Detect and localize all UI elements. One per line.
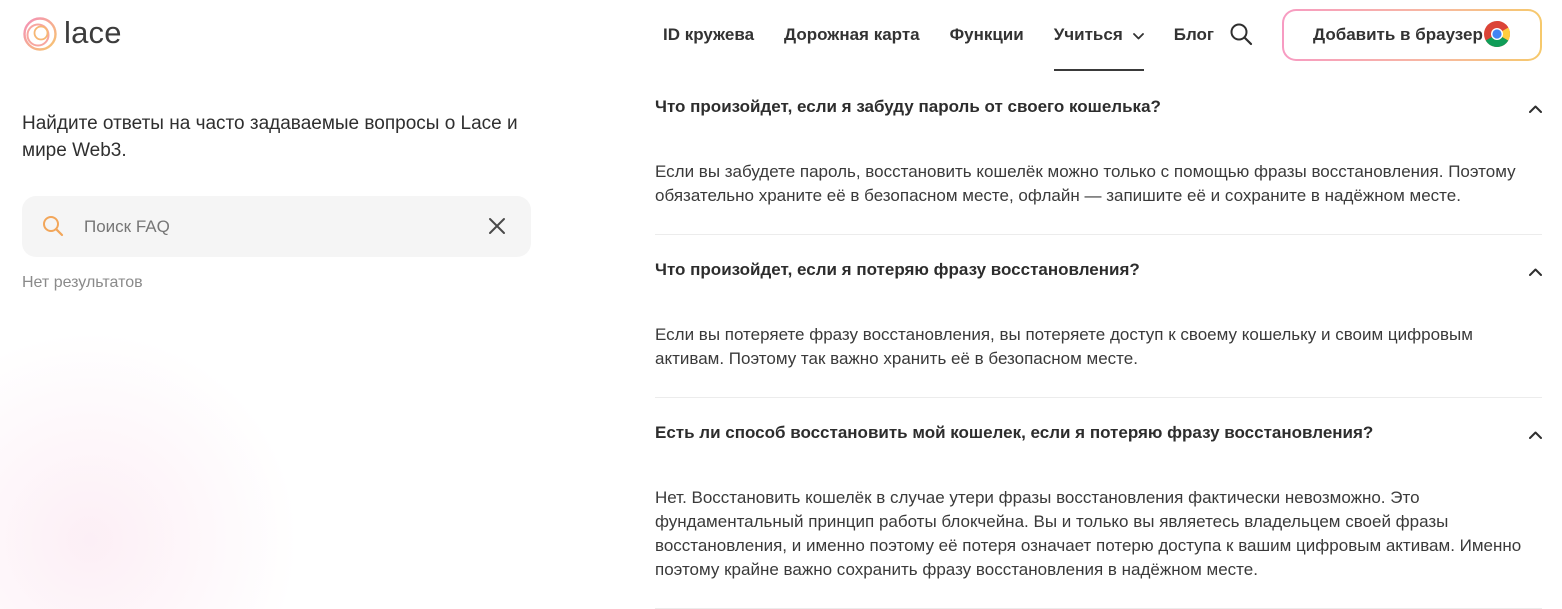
header-search-button[interactable] <box>1229 22 1253 46</box>
nav-item-blog[interactable] <box>1174 0 1214 70</box>
logo[interactable] <box>22 16 122 52</box>
faq-item <box>655 398 1542 609</box>
faq-answer: Если вы потеряете фразу восстановления, вы потеряете доступ к своему кошельку и своим цифровым активам. Поэтому так важно хранить её в безопасном месте. <box>655 325 1473 368</box>
chevron-up-icon[interactable] <box>1529 424 1542 444</box>
lace-logo-icon <box>22 16 58 52</box>
faq-question[interactable] <box>655 72 1542 142</box>
nav-item-roadmap[interactable] <box>784 0 920 70</box>
faq-answer: Нет. Восстановить кошелёк в случае утери фразы восстановления фактически невозможно. Это фундаментальный принцип работы блокчейна. Вы и только вы являетесь владельцем своей фразы восстановления, и именно поэтому её потеря означает потерю доступа к вашим цифровым активам. Именно поэтому крайне важно сохранить фразу восстановления в надёжном месте. <box>655 488 1522 579</box>
faq-question[interactable] <box>655 235 1542 305</box>
no-results-text: Нет результатов <box>22 274 143 291</box>
nav-item-label: ID кружева <box>663 25 755 44</box>
chevron-up-icon[interactable] <box>1529 261 1542 281</box>
faq-question[interactable] <box>655 398 1542 468</box>
chevron-down-icon <box>1133 25 1144 45</box>
nav-item-features[interactable] <box>950 0 1024 70</box>
main-nav <box>663 0 1244 70</box>
nav-item-lace-id[interactable] <box>663 0 754 70</box>
faq-list <box>655 72 1542 609</box>
faq-answer: Если вы забудете пароль, восстановить кошелёк можно только с помощью фразы восстановления. Поэтому обязательно храните её в безопасном месте, офлайн — запишите её и сохраните в надёжном месте. <box>655 162 1516 205</box>
intro-text: Найдите ответы на часто задаваемые вопросы о Lace и мире Web3. <box>22 113 518 161</box>
faq-question-text: Есть ли способ восстановить мой кошелек, если я потеряю фразу восстановления? <box>655 423 1374 442</box>
search-icon <box>1229 33 1253 50</box>
nav-item-label: Функции <box>949 25 1024 44</box>
faq-item <box>655 72 1542 235</box>
chrome-icon <box>1483 20 1511 53</box>
add-to-browser-button[interactable] <box>1282 9 1542 61</box>
add-to-browser-label: Добавить в браузер <box>1313 25 1483 44</box>
search-icon <box>41 214 65 243</box>
nav-item-label: Дорожная карта <box>784 25 920 44</box>
background-glow <box>0 330 300 609</box>
chevron-up-icon[interactable] <box>1529 98 1542 118</box>
close-icon[interactable] <box>488 217 506 240</box>
nav-item-learn[interactable] <box>1054 0 1144 70</box>
logo-text: lace <box>64 15 122 50</box>
faq-question-text: Что произойдет, если я забуду пароль от своего кошелька? <box>655 97 1161 116</box>
faq-search-box <box>22 196 531 257</box>
nav-item-label: Блог <box>1173 25 1215 44</box>
add-to-browser-button-inner <box>1284 11 1540 59</box>
faq-question-text: Что произойдет, если я потеряю фразу восстановления? <box>655 260 1140 279</box>
nav-item-label: Учиться <box>1053 25 1123 44</box>
faq-item <box>655 235 1542 398</box>
faq-search-input[interactable] <box>84 211 474 243</box>
